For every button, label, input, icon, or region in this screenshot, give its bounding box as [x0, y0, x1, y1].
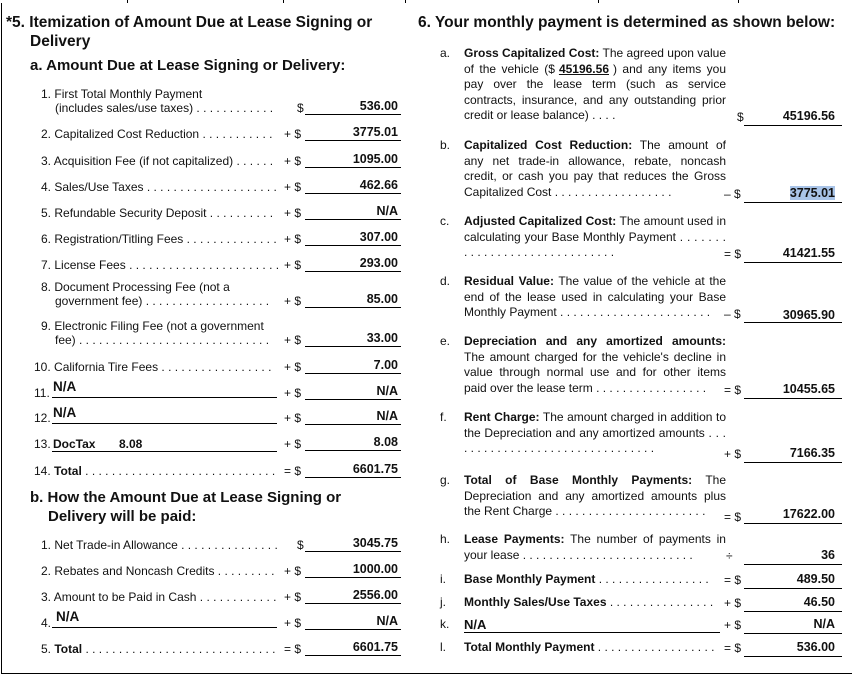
amount-due-total-value: 6601.75: [352, 462, 398, 476]
base-monthly-payment-value: 489.50: [796, 572, 835, 586]
item-b4-value: N/A: [376, 614, 398, 628]
security-deposit-value: N/A: [376, 204, 398, 218]
item-a6-row: 6. Registration/Titling Fees . . . . . . . . . . . . . . + $ 307.00: [0, 230, 410, 256]
item-a11-value: N/A: [376, 384, 398, 398]
item-b3-row: 3. Amount to be Paid in Cash . . . . . . . . . . . . + $ 2556.00: [0, 588, 410, 614]
bottom-border: [1, 673, 852, 674]
section-5b-title-cont: Delivery will be paid:: [48, 508, 197, 525]
first-monthly-payment-value: 536.00: [359, 99, 398, 113]
rent-charge-value: 7166.35: [789, 446, 835, 460]
item-6k-fill: N/A: [464, 617, 487, 632]
gross-cap-cost-value: 45196.56: [782, 109, 835, 123]
sales-use-taxes-value: 462.66: [359, 178, 398, 192]
acquisition-fee-value: 1095.00: [352, 152, 398, 166]
item-a5-row: 5. Refundable Security Deposit . . . . . . . . . . + $ N/A: [0, 204, 410, 230]
item-a10-row: 10. California Tire Fees . . . . . . . . . . . . . . . . . + $ 7.00: [0, 358, 410, 384]
item-a3-row: 3. Acquisition Fee (if not capitalized) . . . . . . + $ 1095.00: [0, 152, 410, 178]
item-a9-row: 9. Electronic Filing Fee (not a government fee) . . . . . . . . . . . . . . . . . . . . . . . . . . . . . + $ 33.00: [0, 319, 410, 345]
gross-cap-inline-value: 45196.56: [558, 61, 609, 76]
item-a13-row: 13. DocTax 8.08 + $ 8.08: [0, 435, 410, 461]
monthly-taxes-value: 46.50: [803, 595, 835, 609]
item-a8-row: 8. Document Processing Fee (not a government fee) . . . . . . . . . . . . . . . . . . . + $ 85.00: [0, 280, 410, 306]
adjusted-cap-cost-value: 41421.55: [782, 246, 835, 260]
section-5-title: *5. Itemization of Amount Due at Lease Signing or: [6, 14, 373, 31]
item-a12-value: N/A: [376, 409, 398, 423]
item-b1-row: 1. Net Trade-in Allowance . . . . . . . . . . . . . . . $ 3045.75: [0, 536, 410, 562]
item-a11-fill: N/A: [53, 379, 77, 394]
depreciation-value: 10455.65: [782, 382, 835, 396]
cap-cost-reduction-value: 3775.01: [352, 125, 398, 139]
item-a13-fill-amount: 8.08: [119, 437, 143, 451]
total-monthly-payment-value: 536.00: [796, 640, 835, 654]
section-5b-title: b. How the Amount Due at Lease Signing or: [30, 489, 342, 506]
item-a13-fill: DocTax: [53, 437, 96, 451]
lease-payments-count-value: 36: [821, 548, 835, 562]
section-5a-title: a. Amount Due at Lease Signing or Delivery:: [30, 57, 346, 74]
item-a2-row: 2. Capitalized Cost Reduction . . . . . . . . . . . + $ 3775.01: [0, 125, 410, 151]
cap-cost-reduction-6b-value: 3775.01: [789, 186, 835, 200]
item-a12-row: 12. N/A + $ N/A: [0, 406, 410, 432]
item-6k-value: N/A: [813, 617, 835, 631]
item-a11-row: 11. N/A + $ N/A: [0, 380, 410, 406]
total-base-payments-value: 17622.00: [782, 507, 835, 521]
item-b2-row: 2. Rebates and Noncash Credits . . . . . . . . . + $ 1000.00: [0, 562, 410, 588]
payment-total-value: 6601.75: [352, 640, 398, 654]
section-6-title: 6. Your monthly payment is determined as shown below:: [418, 14, 836, 31]
item-a4-row: 4. Sales/Use Taxes . . . . . . . . . . . . . . . . . . . . + $ 462.66: [0, 178, 410, 204]
registration-fees-value: 307.00: [359, 230, 398, 244]
item-a14-total-row: 14. Total . . . . . . . . . . . . . . . . . . . . . . . . . . . . . = $ 6601.75: [0, 462, 410, 488]
residual-value-value: 30965.90: [782, 308, 835, 322]
item-a1-row: 1. First Total Monthly Payment (includes sales/use taxes) . . . . . . . . . . . . $ 536.00: [0, 86, 410, 112]
item-a12-fill: N/A: [53, 405, 77, 420]
doc-processing-fee-value: 85.00: [366, 292, 398, 306]
top-border-ticks: [0, 0, 852, 3]
item-b4-fill: N/A: [56, 609, 80, 624]
license-fees-value: 293.00: [359, 256, 398, 270]
e-filing-fee-value: 33.00: [366, 331, 398, 345]
net-trade-in-value: 3045.75: [352, 536, 398, 550]
item-a7-row: 7. License Fees . . . . . . . . . . . . . . . . . . . . . . . + $ 293.00: [0, 256, 410, 282]
doctax-value: 8.08: [373, 435, 398, 449]
rebates-value: 1000.00: [352, 562, 398, 576]
section-5-title-cont: Delivery: [30, 33, 91, 50]
item-b5-total-row: 5. Total . . . . . . . . . . . . . . . . . . . . . . . . . . . . . = $ 6601.75: [0, 640, 410, 666]
cash-paid-value: 2556.00: [352, 588, 398, 602]
tire-fees-value: 7.00: [373, 358, 398, 372]
item-b4-row: 4. N/A + $ N/A: [0, 610, 410, 636]
